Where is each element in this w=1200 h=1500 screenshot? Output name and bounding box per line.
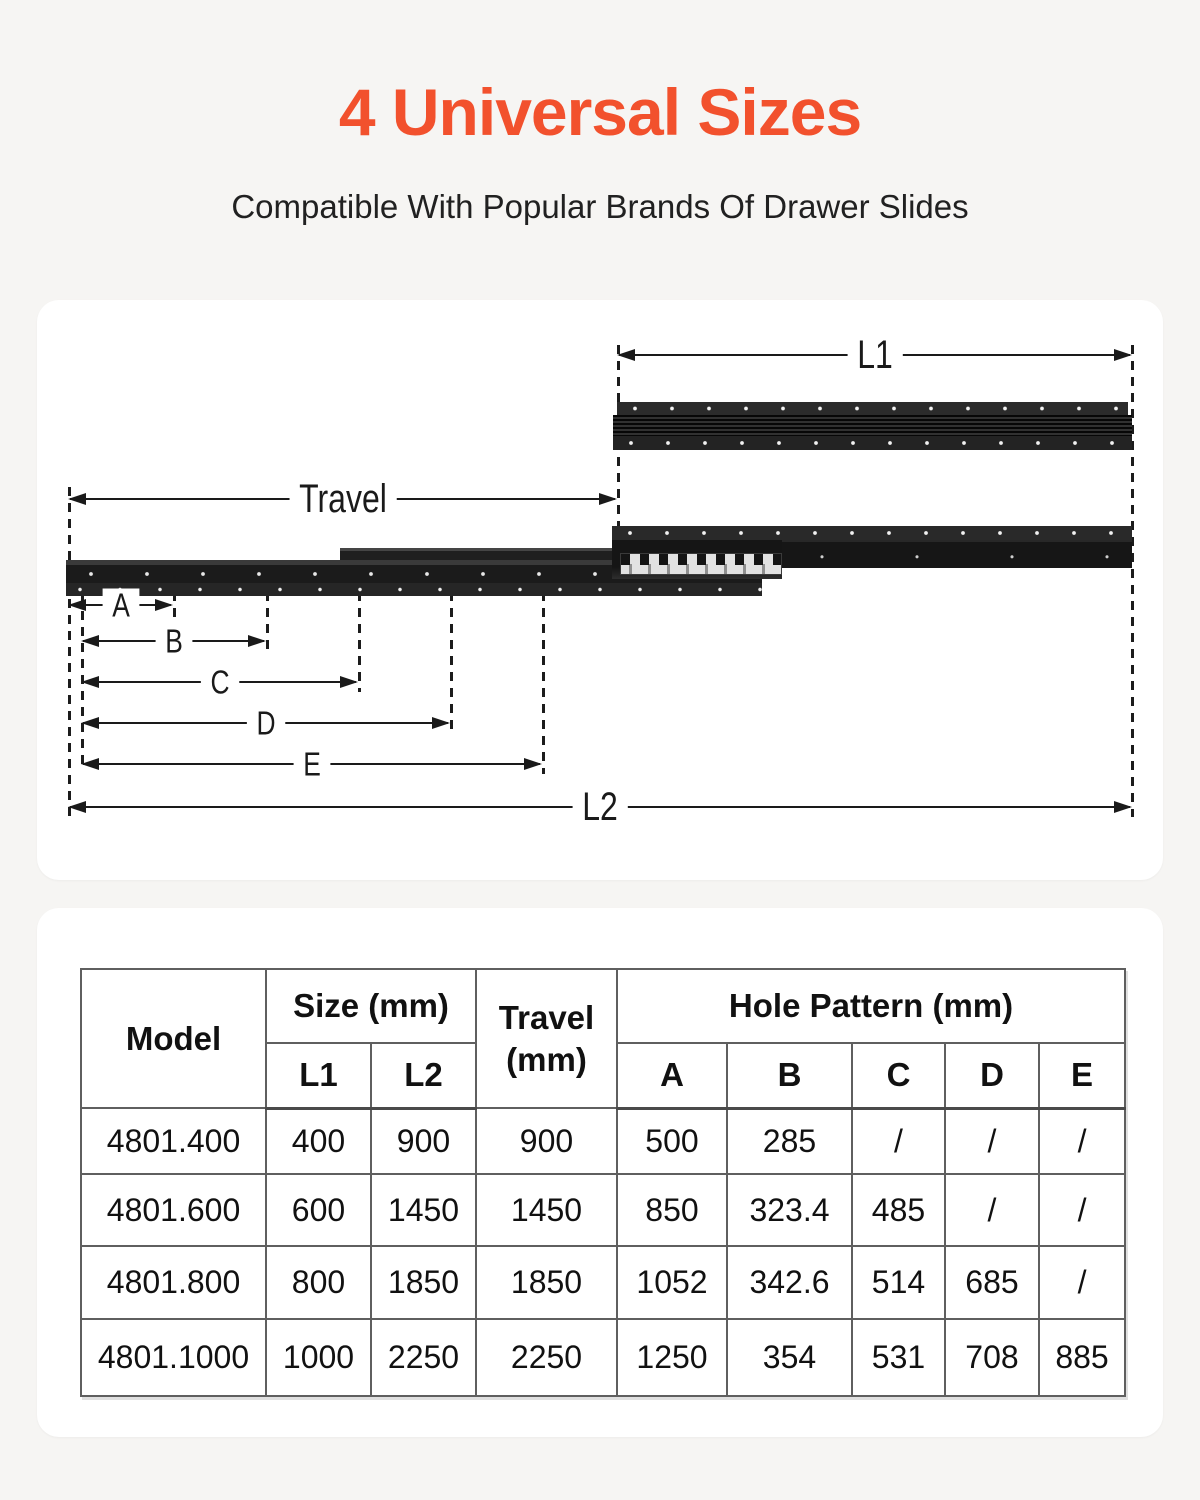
table-row	[81, 1174, 1125, 1246]
cell-a: 500	[617, 1108, 727, 1174]
cell-e: /	[1039, 1174, 1125, 1246]
cell-c: /	[852, 1108, 945, 1174]
cell-l1: 600	[266, 1174, 371, 1246]
cell-travel: 900	[476, 1108, 617, 1174]
cell-model: 4801.800	[81, 1246, 266, 1319]
cell-l1: 1000	[266, 1319, 371, 1396]
col-header-l1: L1	[266, 1043, 371, 1108]
dim-label-a: A	[102, 589, 139, 622]
upper-rail-graphic	[613, 402, 1132, 450]
col-header-b: B	[727, 1043, 852, 1108]
col-header-d: D	[945, 1043, 1039, 1108]
cell-model: 4801.600	[81, 1174, 266, 1246]
cell-c: 514	[852, 1246, 945, 1319]
cell-model: 4801.400	[81, 1108, 266, 1174]
table-row	[81, 1246, 1125, 1319]
cell-a: 1052	[617, 1246, 727, 1319]
dim-l1	[617, 333, 1132, 377]
col-header-a: A	[617, 1043, 727, 1108]
col-header-c: C	[852, 1043, 945, 1108]
cell-b: 323.4	[727, 1174, 852, 1246]
dim-label-l1: L1	[847, 335, 902, 375]
cell-e: /	[1039, 1108, 1125, 1174]
col-header-travel	[476, 969, 617, 1108]
dim-b	[81, 622, 266, 660]
cell-travel: 1850	[476, 1246, 617, 1319]
dim-label-e: E	[293, 748, 330, 781]
cell-l2: 900	[371, 1108, 476, 1174]
spec-table	[80, 968, 1126, 1397]
cell-d: 708	[945, 1319, 1039, 1396]
cell-c: 531	[852, 1319, 945, 1396]
spec-panel	[37, 908, 1163, 1437]
cell-l1: 400	[266, 1108, 371, 1174]
col-header-model: Model	[81, 969, 266, 1108]
dim-label-travel: Travel	[289, 479, 396, 519]
cell-l2: 1850	[371, 1246, 476, 1319]
dashed-extension-line	[68, 487, 71, 817]
cell-a: 1250	[617, 1319, 727, 1396]
cell-b: 354	[727, 1319, 852, 1396]
rail-flange	[617, 402, 1128, 415]
dim-d	[81, 704, 450, 742]
page-subtitle: Compatible With Popular Brands Of Drawer Slides	[231, 188, 969, 225]
cell-l2: 1450	[371, 1174, 476, 1246]
cell-l1: 800	[266, 1246, 371, 1319]
dim-a	[68, 586, 173, 624]
cell-travel: 2250	[476, 1319, 617, 1396]
dashed-extension-line	[358, 592, 361, 692]
diagram-panel	[37, 300, 1163, 880]
rail-flange	[613, 436, 1132, 450]
dim-label-b: B	[155, 625, 192, 658]
dim-e	[81, 745, 542, 783]
dashed-extension-line	[542, 592, 545, 774]
rail-body	[613, 415, 1132, 436]
cell-e: /	[1039, 1246, 1125, 1319]
rail-flange	[66, 583, 762, 596]
table-row	[81, 1319, 1125, 1396]
dashed-extension-line	[266, 592, 269, 652]
page-title: 4 Universal Sizes	[338, 75, 862, 149]
cell-l2: 2250	[371, 1319, 476, 1396]
cell-b: 342.6	[727, 1246, 852, 1319]
dim-c	[81, 663, 358, 701]
col-header-l2: L2	[371, 1043, 476, 1108]
dim-label-l2: L2	[573, 787, 628, 827]
cell-travel: 1450	[476, 1174, 617, 1246]
col-header-travel-line1: Travel	[498, 999, 595, 1037]
dim-label-d: D	[246, 707, 284, 740]
cell-d: /	[945, 1108, 1039, 1174]
col-header-e: E	[1039, 1043, 1125, 1108]
bearing-cage-graphic	[620, 553, 782, 575]
dim-travel	[68, 477, 617, 521]
cell-model: 4801.1000	[81, 1319, 266, 1396]
dashed-extension-line	[450, 592, 453, 734]
outer-rail-body-graphic	[782, 540, 1132, 568]
cell-d: 685	[945, 1246, 1039, 1319]
cell-b: 285	[727, 1108, 852, 1174]
cell-c: 485	[852, 1174, 945, 1246]
outer-rail-flange-graphic	[612, 526, 1132, 540]
table-row	[81, 1108, 1125, 1174]
cell-d: /	[945, 1174, 1039, 1246]
col-header-size-group: Size (mm)	[266, 969, 476, 1043]
cell-e: 885	[1039, 1319, 1125, 1396]
cell-a: 850	[617, 1174, 727, 1246]
dim-l2	[68, 785, 1132, 829]
col-header-travel-line2: (mm)	[506, 1040, 587, 1078]
col-header-hole-group: Hole Pattern (mm)	[617, 969, 1125, 1043]
dim-label-c: C	[200, 666, 238, 699]
